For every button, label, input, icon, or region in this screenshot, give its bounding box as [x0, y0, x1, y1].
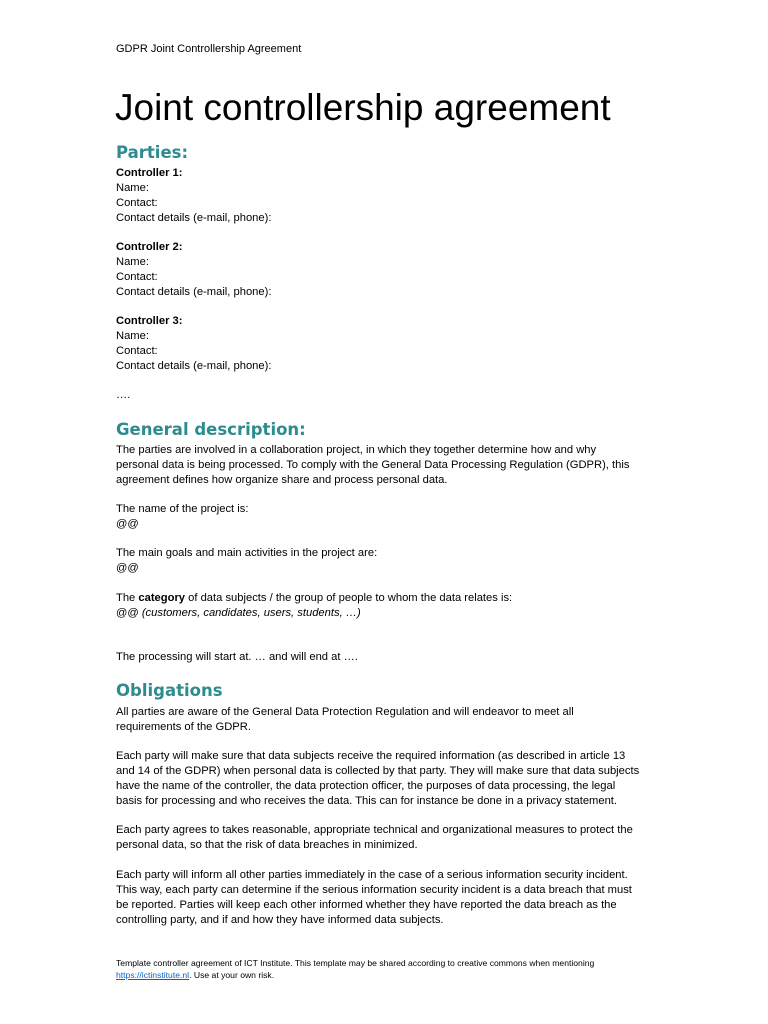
running-header: GDPR Joint Controllership Agreement	[116, 43, 302, 55]
footer-line-2-post: . Use at your own risk.	[189, 970, 275, 980]
general-intro-line: personal data is being processed. To comply with the General Data Processing Regulation (GDPR), this	[116, 459, 630, 471]
obligations-heading: Obligations	[116, 681, 223, 700]
obligations-p2-line: Each party will make sure that data subjects receive the required information (as described in article 13	[116, 750, 626, 762]
controller-1-contact: Contact:	[116, 197, 158, 209]
controller-3-details: Contact details (e-mail, phone):	[116, 360, 272, 372]
document-title: Joint controllership agreement	[115, 87, 611, 128]
obligations-p4-line: Each party will inform all other parties immediately in the case of a serious information security incident.	[116, 869, 628, 881]
controller-3-contact: Contact:	[116, 345, 158, 357]
controller-1-name: Name:	[116, 182, 149, 194]
category-post: of data subjects / the group of people to whom the data relates is:	[185, 592, 513, 604]
controller-1-label: Controller 1:	[116, 167, 183, 179]
obligations-p4-line: controlling party, and if and how they have informed data subjects.	[116, 914, 444, 926]
category-value-pre: @@	[116, 607, 142, 619]
general-intro-line: agreement defines how organize share and process personal data.	[116, 474, 448, 486]
obligations-p3-line: Each party agrees to takes reasonable, appropriate technical and organizational measures to protect the	[116, 824, 633, 836]
parties-ellipsis: ….	[116, 389, 131, 401]
category-bold: category	[138, 592, 186, 604]
category-pre: The	[116, 592, 139, 604]
parties-heading: Parties:	[116, 143, 189, 162]
project-name-label: The name of the project is:	[116, 503, 249, 515]
goals-value: @@	[116, 562, 139, 574]
controller-3-label: Controller 3:	[116, 315, 183, 327]
obligations-p2-line: and 14 of the GDPR) when personal data is collected by that party. They will make sure that data subjects	[116, 765, 640, 777]
category-value-examples: (customers, candidates, users, students, …)	[141, 607, 361, 619]
controller-2-name: Name:	[116, 256, 149, 268]
obligations-p4-line: be reported. Parties will keep each other informed whether they have reported the data breach as the	[116, 899, 617, 911]
obligations-p2-line: basis for processing and who receives the data. This can for instance be done in a privacy statement.	[116, 795, 618, 807]
controller-3-name: Name:	[116, 330, 149, 342]
page-footer	[116, 957, 594, 981]
controller-2-contact: Contact:	[116, 271, 158, 283]
obligations-p2-line: have the name of the controller, the data protection officer, the purposes of data processing, the legal	[116, 780, 616, 792]
footer-line-1: Template controller agreement of ICT Institute. This template may be shared according to creative commons when mentioning	[116, 958, 595, 968]
footer-line-2	[116, 969, 594, 981]
processing-period: The processing will start at. … and will end at ….	[116, 651, 358, 663]
category-label	[116, 591, 512, 606]
category-value	[116, 606, 361, 621]
project-name-value: @@	[116, 518, 139, 530]
general-description-heading: General description:	[116, 420, 306, 439]
obligations-p1-line: All parties are aware of the General Data Protection Regulation and will endeavor to meet all	[116, 706, 574, 718]
obligations-p3-line: personal data, so that the risk of data breaches in minimized.	[116, 839, 418, 851]
goals-label: The main goals and main activities in the project are:	[116, 547, 378, 559]
controller-1-details: Contact details (e-mail, phone):	[116, 212, 272, 224]
controller-2-label: Controller 2:	[116, 241, 183, 253]
obligations-p1-line: requirements of the GDPR.	[116, 721, 251, 733]
general-intro-line: The parties are involved in a collaboration project, in which they together determine how and why	[116, 444, 597, 456]
obligations-p4-line: This way, each party can determine if the serious information security incident is a data breach that must	[116, 884, 632, 896]
footer-link[interactable]: https://ictinstitute.nl	[116, 970, 190, 980]
controller-2-details: Contact details (e-mail, phone):	[116, 286, 272, 298]
